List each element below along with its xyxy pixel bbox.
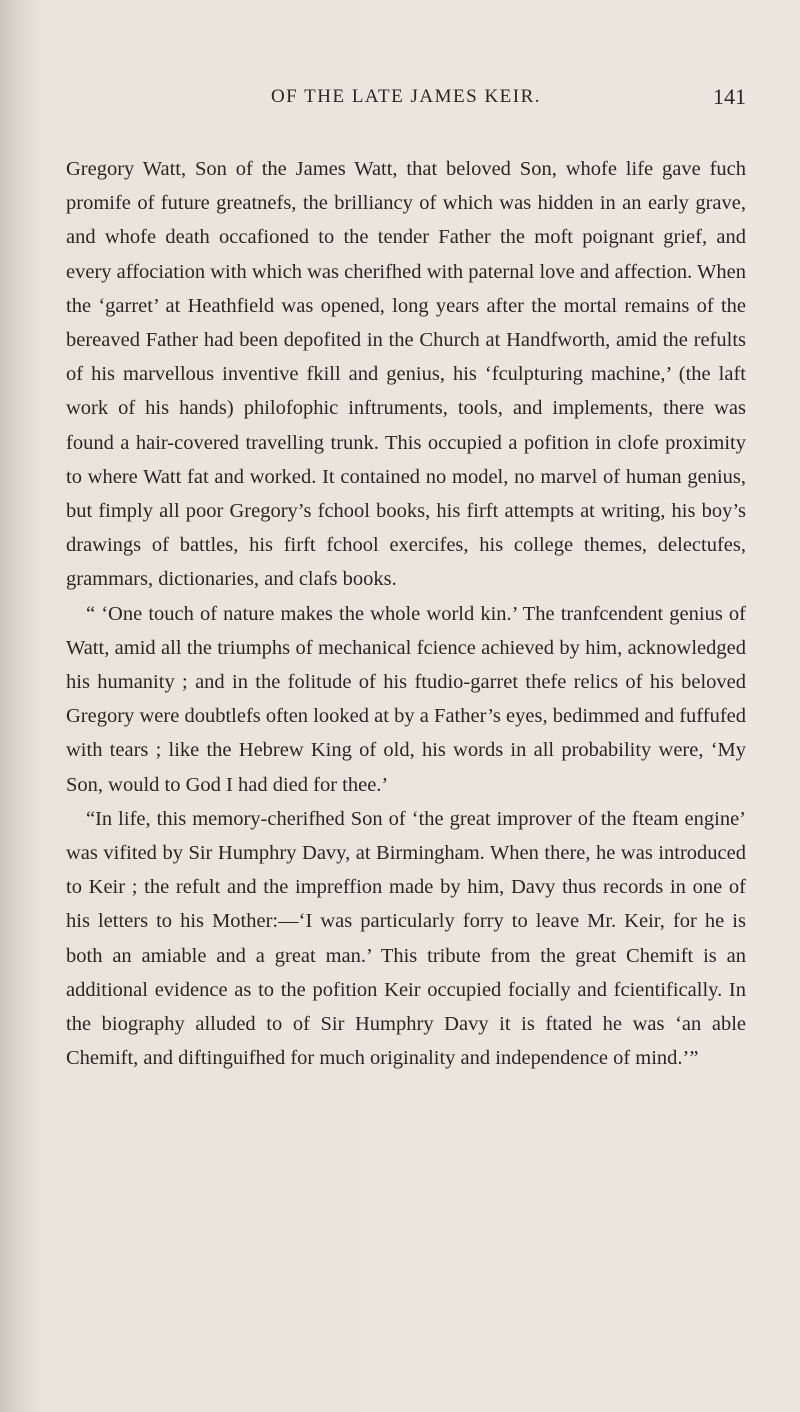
paragraph: “ ‘One touch of nature makes the whole world kin.’ The tranfcendent genius of Watt, amid all the triumphs of mechanical fcience achieved by him, acknowledged his humanity ; and in the folitude of his ftudio-garret thefe relics of his beloved Gregory were doubtlefs often looked at by a Father’s eyes, bedimmed and fuffufed with tears ; like the Hebrew King of old, his words in all probability were, ‘My Son, would to God I had died for thee.’ bbox=[66, 602, 746, 796]
body-text bbox=[66, 152, 746, 1075]
page-header bbox=[66, 86, 746, 118]
page-number: 141 bbox=[713, 84, 746, 109]
paragraph: “In life, this memory-cherifhed Son of ‘the great improver of the fteam engine’ was vifited by Sir Humphry Davy, at Birmingham. When there, he was introduced to Keir ; the refult and the impreffion made by him, Davy thus records in one of his letters to his Mother:—‘I was particularly forry to leave Mr. Keir, for he is both an amiable and a great man.’ This tribute from the great Chemift is an additional evidence as to the pofition Keir occupied focially and fcientifically. In the biography alluded to of Sir Humphry Davy it is ftated he was ‘an able Chemift, and diftinguifhed for much originality and independence of mind.’” bbox=[66, 807, 746, 1070]
paragraph: Gregory Watt, Son of the James Watt, that beloved Son, whofe life gave fuch promife of future greatnefs, the brilliancy of which was hidden in an early grave, and whofe death occafioned to the tender Father the moft poignant grief, and every affociation with which was cherifhed with paternal love and affection. When the ‘garret’ at Heathfield was opened, long years after the mortal remains of the bereaved Father had been depofited in the Church at Handfworth, amid the refults of his marvellous inventive fkill and genius, his ‘fculpturing machine,’ (the laft work of his hands) philofophic inftruments, tools, and implements, there was found a hair-covered travelling trunk. This occupied a pofition in clofe proximity to where Watt fat and worked. It contained no model, no marvel of human genius, but fimply all poor Gregory’s fchool books, his firft attempts at writing, his boy’s drawings of battles, his firft fchool exercifes, his college themes, delectufes, grammars, dictionaries, and clafs books. bbox=[66, 158, 746, 591]
running-title: OF THE LATE JAMES KEIR. bbox=[270, 86, 542, 107]
